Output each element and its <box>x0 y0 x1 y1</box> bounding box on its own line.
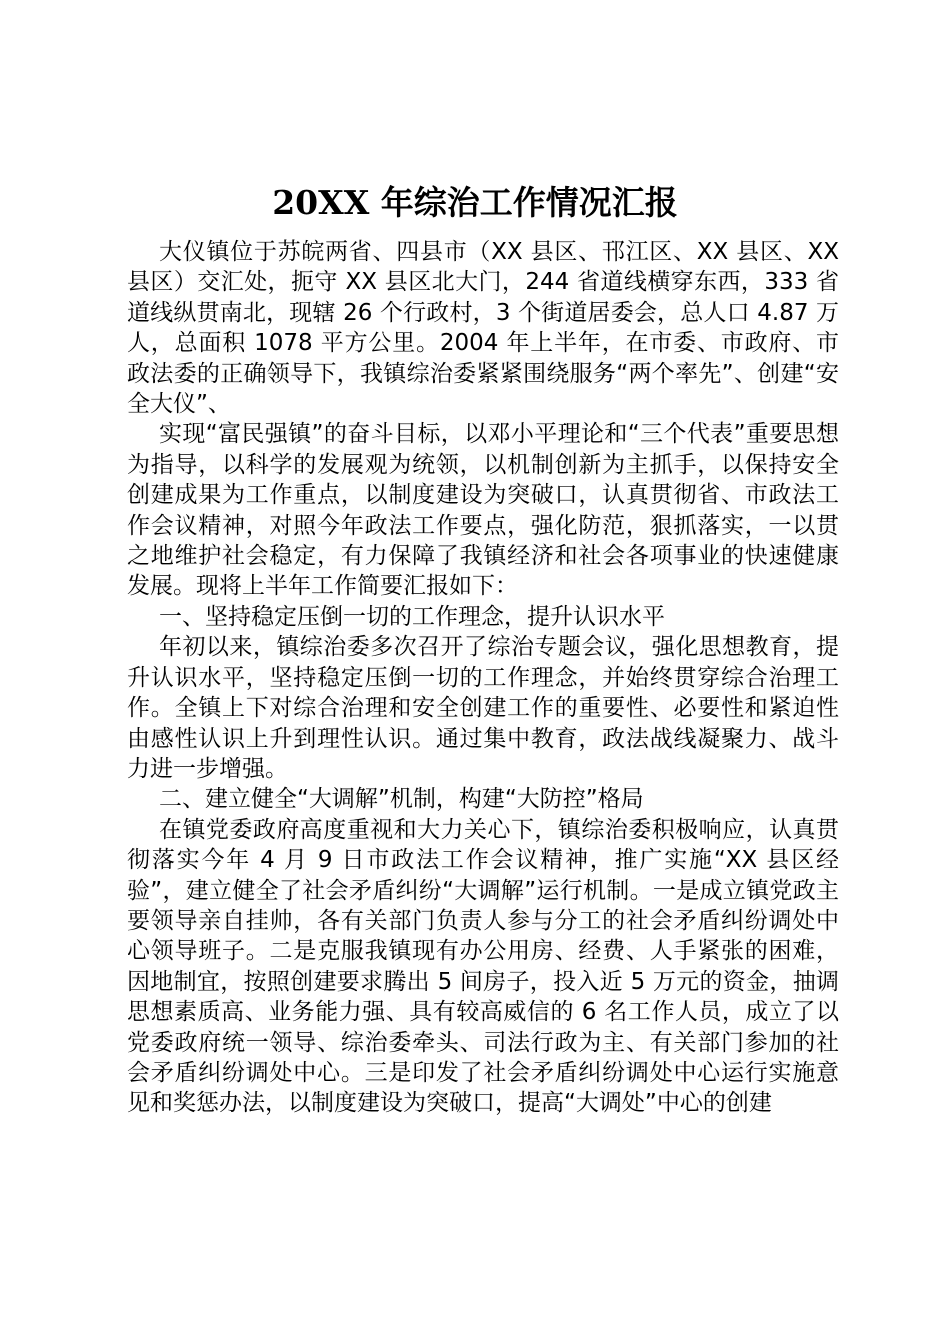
paragraph-section-1: 年初以来，镇综治委多次召开了综治专题会议，强化思想教育，提升认识水平，坚持稳定压倒一切的工作理念，并始终贯穿综合治理工作。全镇上下对综合治理和安全创建工作的重要性、必要性和紧迫性由感性认识上升到理性认识。通过集中教育，政法战线凝聚力、战斗力进一步增强。 <box>127 634 839 782</box>
paragraph-goals: 实现“富民强镇”的奋斗目标，以邓小平理论和“三个代表”重要思想为指导，以科学的发展观为统领，以机制创新为主抓手，以保持安全创建成果为工作重点，以制度建设为突破口，认真贯彻省、市政法工作会议精神，对照今年政法工作要点，强化防范，狠抓落实，一以贯之地维护社会稳定，有力保障了我镇经济和社会各项事业的快速健康发展。现将上半年工作简要汇报如下： <box>127 421 839 600</box>
document-title: 20XX 年综治工作情况汇报 <box>272 183 678 222</box>
document-body <box>127 237 839 1119</box>
section-heading-1: 一、坚持稳定压倒一切的工作理念，提升认识水平 <box>159 603 665 630</box>
paragraph-intro: 大仪镇位于苏皖两省、四县市（XX 县区、邗江区、XX 县区、XX 县区）交汇处，扼守 XX 县区北大门，244 省道线横穿东西，333 省道线纵贯南北，现辖 26 个行政村，3 个街道居委会，总人口 4.87 万人，总面积 1078 平方公里。2004 年上半年，在市委、市政府、市政法委的正确领导下，我镇综治委紧紧围绕服务“两个率先”、创建“安全大仪”、 <box>127 239 839 418</box>
paragraph-section-2: 在镇党委政府高度重视和大力关心下，镇综治委积极响应，认真贯彻落实今年 4 月 9 日市政法工作会议精神，推广实施“XX 县区经验”，建立健全了社会矛盾纠纷“大调解”运行机制。一是成立镇党政主要领导亲自挂帅，各有关部门负责人参与分工的社会矛盾纠纷调处中心领导班子。二是克服我镇现有办公用房、经费、人手紧张的困难，因地制宜，按照创建要求腾出 5 间房子，投入近 5 万元的资金，抽调思想素质高、业务能力强、具有较高威信的 6 名工作人员，成立了以党委政府统一领导、综治委牵头、司法行政为主、有关部门参加的社会矛盾纠纷调处中心。三是印发了社会矛盾纠纷调处中心运行实施意见和奖惩办法，以制度建设为突破口，提高“大调处”中心的创建 <box>127 816 839 1117</box>
section-heading-2: 二、建立健全“大调解”机制，构建“大防控”格局 <box>159 786 644 813</box>
